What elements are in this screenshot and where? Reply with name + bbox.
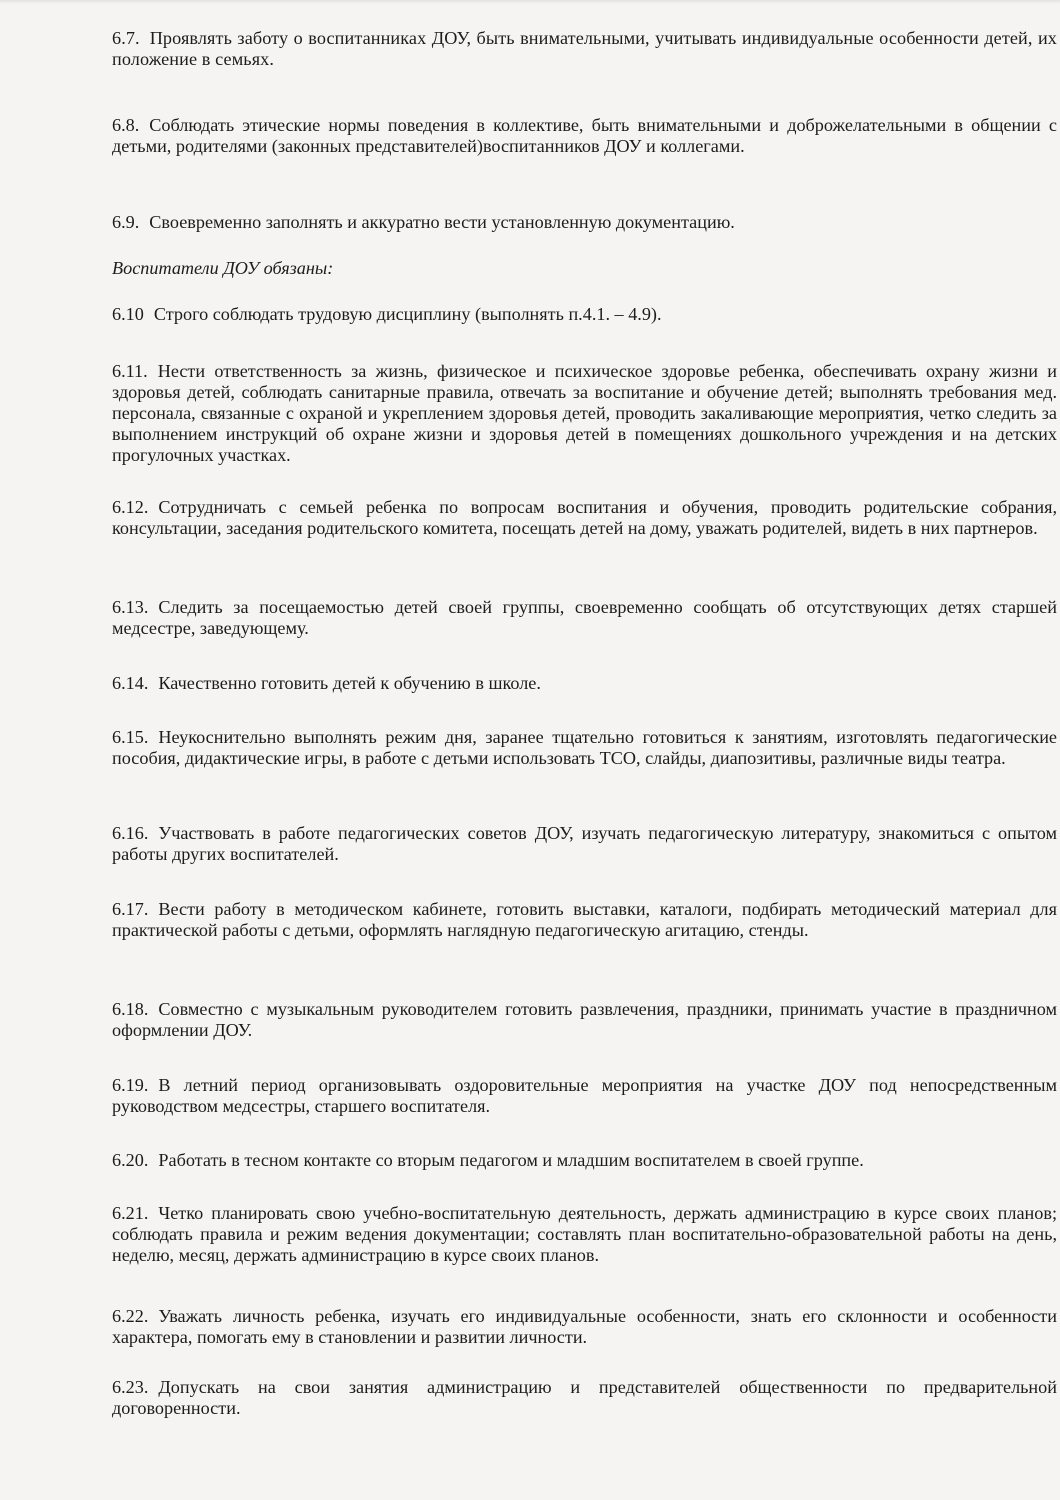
paragraph-text: Работать в тесном контакте со вторым педагогом и младшим воспитателем в своей группе.	[158, 1150, 864, 1170]
paragraph-text: Четко планировать свою учебно-воспитательную деятельность, держать администрацию в курсе своих планов; соблюдать правила и режим ведения документации; составлять план воспитательно-образовательной работы на день, неделю, месяц, держать администрацию в курсе своих планов.	[112, 1203, 1057, 1265]
paragraph-6-10	[112, 304, 1057, 325]
paragraph-number: 6.10	[112, 304, 144, 324]
paragraph-number: 6.14.	[112, 673, 149, 693]
paragraph-number: 6.15.	[112, 727, 149, 747]
paragraph-6-7	[112, 28, 1057, 70]
paragraph-text: Нести ответственность за жизнь, физическое и психическое здоровье ребенка, обеспечивать охрану жизни и здоровья детей, соблюдать санитарные правила, отвечать за воспитание и обучение детей; выполнять требования мед. персонала, связанные с охраной и укреплением здоровья детей, проводить закаливающие мероприятия, четко следить за выполнением инструкций об охране жизни и здоровья детей в помещениях дошкольного учреждения и на детских прогулочных участках.	[112, 361, 1057, 465]
paragraph-number: 6.8.	[112, 115, 140, 135]
paragraph-6-12	[112, 497, 1057, 539]
paragraph-text: Участвовать в работе педагогических советов ДОУ, изучать педагогическую литературу, знакомиться с опытом работы других воспитателей.	[112, 823, 1057, 864]
paragraph-number: 6.16.	[112, 823, 149, 843]
paragraph-text: Сотрудничать с семьей ребенка по вопросам воспитания и обучения, проводить родительские собрания, консультации, заседания родительского комитета, посещать детей на дому, уважать родителей, видеть в них партнеров.	[112, 497, 1057, 538]
paragraph-text: Допускать на свои занятия администрацию и представителей общественности по предварительной договоренности.	[112, 1377, 1057, 1418]
paragraph-number: 6.21.	[112, 1203, 149, 1223]
paragraph-text: Строго соблюдать трудовую дисциплину (выполнять п.4.1. – 4.9).	[153, 304, 662, 324]
paragraph-text: Качественно готовить детей к обучению в школе.	[158, 673, 541, 693]
paragraph-6-22	[112, 1306, 1057, 1348]
section-heading: Воспитатели ДОУ обязаны:	[112, 258, 334, 278]
paragraph-number: 6.11.	[112, 361, 148, 381]
paragraph-6-20	[112, 1150, 1057, 1171]
paragraph-6-23	[112, 1377, 1057, 1419]
scan-edge	[0, 0, 1060, 4]
paragraph-text: Совместно с музыкальным руководителем готовить развлечения, праздники, принимать участие в праздничном оформлении ДОУ.	[112, 999, 1057, 1040]
paragraph-6-14	[112, 673, 1057, 694]
paragraph-text: Уважать личность ребенка, изучать его индивидуальные особенности, знать его склонности и особенности характера, помогать ему в становлении и развитии личности.	[112, 1306, 1057, 1347]
paragraph-6-18	[112, 999, 1057, 1041]
paragraph-6-15	[112, 727, 1057, 769]
paragraph-text: Неукоснительно выполнять режим дня, заранее тщательно готовиться к занятиям, изготовлять педагогические пособия, дидактические игры, в работе с детьми использовать ТСО, слайды, диапозитивы, различные виды театра.	[112, 727, 1057, 768]
paragraph-number: 6.13.	[112, 597, 149, 617]
paragraph-6-16	[112, 823, 1057, 865]
paragraph-text: Проявлять заботу о воспитанниках ДОУ, быть внимательными, учитывать индивидуальные особенности детей, их положение в семьях.	[112, 28, 1057, 69]
paragraph-6-8	[112, 115, 1057, 157]
paragraph-6-13	[112, 597, 1057, 639]
paragraph-text: В летний период организовывать оздоровительные мероприятия на участке ДОУ под непосредственным руководством медсестры, старшего воспитателя.	[112, 1075, 1057, 1116]
paragraph-text: Следить за посещаемостью детей своей группы, своевременно сообщать об отсутствующих детях старшей медсестре, заведующему.	[112, 597, 1057, 638]
paragraph-number: 6.7.	[112, 28, 140, 48]
paragraph-number: 6.12.	[112, 497, 149, 517]
paragraph-6-21	[112, 1203, 1057, 1266]
paragraph-number: 6.17.	[112, 899, 149, 919]
paragraph-6-9	[112, 212, 1057, 233]
paragraph-number: 6.22.	[112, 1306, 149, 1326]
paragraph-number: 6.20.	[112, 1150, 149, 1170]
paragraph-text: Соблюдать этические нормы поведения в коллективе, быть внимательными и доброжелательными в общении с детьми, родителями (законных представителей)воспитанников ДОУ и коллегами.	[112, 115, 1057, 156]
paragraph-number: 6.9.	[112, 212, 140, 232]
paragraph-6-17	[112, 899, 1057, 941]
paragraph-6-11	[112, 361, 1057, 466]
paragraph-number: 6.23.	[112, 1377, 149, 1397]
paragraph-text: Своевременно заполнять и аккуратно вести установленную документацию.	[149, 212, 735, 232]
paragraph-number: 6.18.	[112, 999, 149, 1019]
paragraph-6-19	[112, 1075, 1057, 1117]
paragraph-text: Вести работу в методическом кабинете, готовить выставки, каталоги, подбирать методический материал для практической работы с детьми, оформлять наглядную педагогическую агитацию, стенды.	[112, 899, 1057, 940]
paragraph-number: 6.19.	[112, 1075, 149, 1095]
